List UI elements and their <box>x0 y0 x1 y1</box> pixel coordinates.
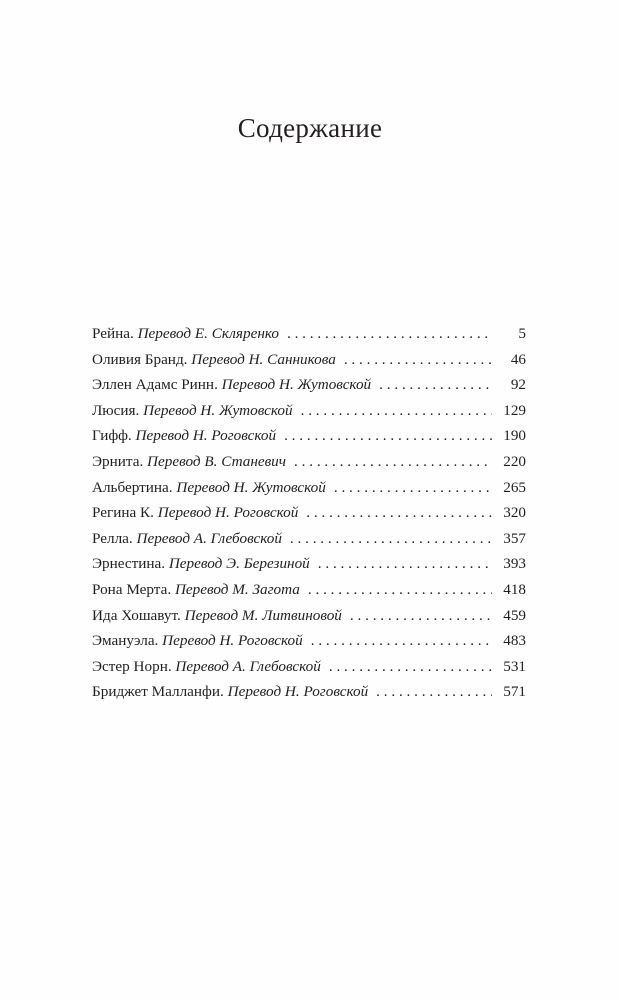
toc-entry[interactable] <box>92 449 526 475</box>
story-title: Эстер Норн. <box>92 657 172 675</box>
translator-credit: Перевод Н. Жутовской <box>143 401 293 419</box>
page-number: 459 <box>503 606 526 624</box>
dot-leader <box>294 449 492 475</box>
translator-credit: Перевод В. Станевич <box>147 452 287 470</box>
translator-credit: Перевод Н. Роговской <box>157 504 299 522</box>
toc-entry[interactable] <box>92 526 526 552</box>
dot-leader <box>301 398 492 424</box>
dot-leader <box>344 347 492 373</box>
page-number: 571 <box>503 683 526 701</box>
story-title: Регина К. <box>92 504 154 522</box>
dot-leader <box>287 321 492 347</box>
story-title: Эмануэла. <box>92 632 159 650</box>
toc-entry[interactable] <box>92 475 526 501</box>
translator-credit: Перевод М. Литвиновой <box>184 606 342 624</box>
dot-leader <box>334 475 492 501</box>
dot-leader <box>290 526 492 552</box>
dot-leader <box>376 679 492 705</box>
dot-leader <box>329 654 492 680</box>
page-number: 320 <box>503 504 526 522</box>
dot-leader <box>284 423 492 449</box>
dot-leader <box>311 628 492 654</box>
page-number: 357 <box>503 529 526 547</box>
toc-entry[interactable] <box>92 423 526 449</box>
dot-leader <box>308 577 492 603</box>
translator-credit: Перевод А. Глебовской <box>136 529 282 547</box>
translator-credit: Перевод Н. Жутовской <box>221 376 372 394</box>
toc-entry[interactable] <box>92 603 526 629</box>
toc-entry[interactable] <box>92 679 526 705</box>
translator-credit: Перевод Н. Санникова <box>191 350 336 368</box>
story-title: Люсия. <box>92 401 140 419</box>
translator-credit: Перевод М. Загота <box>174 580 300 598</box>
translator-credit: Перевод Е. Скляренко <box>137 325 279 342</box>
page-number: 265 <box>503 478 526 496</box>
page-number: 46 <box>510 350 526 368</box>
story-title: Оливия Бранд. <box>92 350 188 368</box>
page-number: 190 <box>503 427 526 445</box>
page-title: Содержание <box>237 113 383 143</box>
story-title: Бриджет Малланфи. <box>92 683 224 701</box>
translator-credit: Перевод Н. Роговской <box>227 683 369 701</box>
story-title: Альбертина. <box>92 478 173 496</box>
story-title: Рейна. <box>92 325 134 342</box>
toc-entry[interactable] <box>92 628 526 654</box>
toc-entry[interactable] <box>92 321 526 347</box>
dot-leader <box>379 372 492 398</box>
story-title: Ида Хошавут. <box>92 606 181 624</box>
story-title: Гифф. <box>92 427 132 445</box>
page-number: 393 <box>503 555 526 573</box>
story-title: Эрнита. <box>92 452 144 470</box>
dot-leader <box>350 603 492 629</box>
toc-entry[interactable] <box>92 347 526 373</box>
toc-entry[interactable] <box>92 654 526 680</box>
translator-credit: Перевод Н. Роговской <box>135 427 277 445</box>
page-number: 92 <box>510 376 526 394</box>
page-number: 220 <box>503 452 526 470</box>
story-title: Релла. <box>92 529 133 547</box>
translator-credit: Перевод Н. Жутовской <box>176 478 326 496</box>
story-title: Рона Мерта. <box>92 580 172 598</box>
toc-entry[interactable] <box>92 500 526 526</box>
translator-credit: Перевод Э. Березиной <box>168 555 310 573</box>
page-number: 531 <box>503 657 526 675</box>
toc-entry[interactable] <box>92 551 526 577</box>
toc-entry[interactable] <box>92 372 526 398</box>
dot-leader <box>306 500 492 526</box>
dot-leader <box>318 551 492 577</box>
story-title: Эллен Адамс Ринн. <box>92 376 218 394</box>
page-number: 5 <box>518 325 526 342</box>
translator-credit: Перевод Н. Роговской <box>162 632 303 650</box>
toc-entry[interactable] <box>92 398 526 424</box>
page-number: 483 <box>503 632 526 650</box>
page-number: 418 <box>503 580 526 598</box>
table-of-contents <box>92 321 526 705</box>
page-number: 129 <box>503 401 526 419</box>
story-title: Эрнестина. <box>92 555 166 573</box>
toc-entry[interactable] <box>92 577 526 603</box>
translator-credit: Перевод А. Глебовской <box>175 657 321 675</box>
